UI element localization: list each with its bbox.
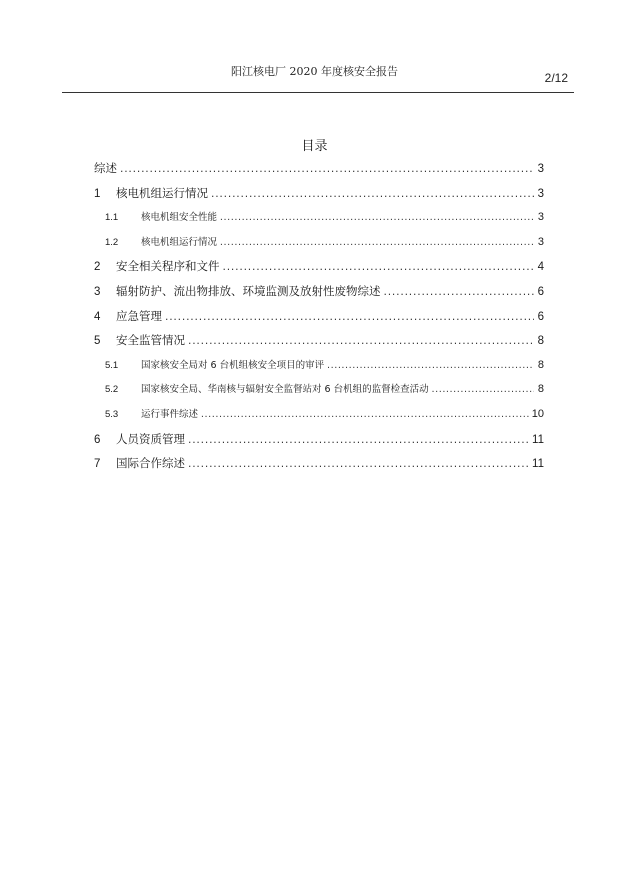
toc-entry-number: 5.2: [105, 384, 119, 396]
toc-entry-label: 安全监管情况: [116, 333, 185, 348]
toc-entry-label: 应急管理: [116, 308, 162, 323]
toc-entry-number: 6: [94, 433, 101, 446]
toc-entry-5-3[interactable]: [94, 402, 544, 427]
toc-entry-label: 国家核安全局、华南核与辐射安全监督站对 6 台机组的监督检查活动: [141, 384, 429, 396]
toc-entry-number: 1.1: [105, 212, 119, 224]
toc-dot-leader: [119, 158, 534, 183]
toc-entry-label: 核电机组运行情况: [116, 185, 208, 200]
page-number: 2/12: [544, 71, 568, 85]
toc-entry-label: 综述: [94, 161, 117, 175]
toc-entry-6[interactable]: [94, 427, 544, 452]
toc-entry-5-1[interactable]: [94, 353, 544, 378]
toc-entry-page: 4: [537, 261, 544, 274]
toc-entry-label: 国际合作综述: [116, 456, 185, 471]
toc-entry-label: 辐射防护、流出物排放、环境监测及放射性废物综述: [116, 283, 381, 298]
toc-entry-7[interactable]: [94, 451, 544, 476]
toc-entry-label: 国家核安全局对 6 台机组核安全项目的审评: [141, 359, 325, 371]
toc-entry-overview[interactable]: [94, 156, 544, 181]
toc-entry-1-1[interactable]: [94, 205, 544, 230]
toc-entry-number: 1.2: [105, 236, 119, 248]
toc-dot-leader: [219, 231, 534, 256]
toc-entry-page: 6: [537, 310, 544, 323]
toc-entry-number: 5.1: [105, 359, 119, 371]
toc-entry-number: 4: [94, 310, 101, 323]
toc-entry-page: 3: [537, 211, 544, 224]
toc-dot-leader: [431, 378, 534, 403]
toc-entry-4[interactable]: [94, 304, 544, 329]
toc-entry-page: 11: [532, 458, 544, 471]
toc-dot-leader: [222, 256, 535, 281]
toc-entry-number: 1: [94, 187, 101, 200]
toc-entry-5[interactable]: [94, 328, 544, 353]
toc-dot-leader: [210, 183, 534, 208]
toc-entry-1-2[interactable]: [94, 230, 544, 255]
toc-entry-1[interactable]: [94, 181, 544, 206]
toc-entry-page: 8: [537, 358, 544, 371]
toc-entry-3[interactable]: [94, 279, 544, 304]
toc-entry-number: 3: [94, 285, 101, 298]
toc-dot-leader: [383, 281, 535, 306]
toc-entry-2[interactable]: [94, 254, 544, 279]
toc-entry-page: 10: [531, 407, 544, 420]
toc-entry-number: 2: [94, 261, 101, 274]
toc-dot-leader: [187, 429, 530, 454]
toc-dot-leader: [219, 206, 534, 231]
toc-title: 目录: [301, 139, 328, 154]
toc-dot-leader: [187, 453, 530, 478]
toc-dot-leader: [164, 306, 534, 331]
toc-entry-page: 11: [532, 433, 544, 446]
toc-entry-page: 8: [537, 335, 544, 348]
toc-entry-label: 安全相关程序和文件: [116, 259, 220, 274]
toc-entry-page: 3: [537, 235, 544, 248]
toc-dot-leader: [200, 403, 530, 428]
toc-entry-page: 8: [537, 383, 544, 396]
toc-entry-page: 6: [537, 285, 544, 298]
toc-entry-5-2[interactable]: [94, 377, 544, 402]
table-of-contents: [94, 156, 544, 476]
toc-entry-label: 核电机组运行情况: [141, 236, 218, 248]
toc-entry-page: 3: [537, 163, 544, 175]
toc-entry-number: 5: [94, 335, 101, 348]
toc-entry-label: 人员资质管理: [116, 431, 185, 446]
toc-entry-label: 运行事件综述: [141, 408, 199, 420]
toc-entry-label: 核电机组安全性能: [141, 212, 218, 224]
toc-dot-leader: [326, 354, 534, 379]
document-header-title: 阳江核电厂 2020 年度核安全报告: [231, 65, 398, 78]
header-divider: [62, 92, 574, 93]
toc-entry-page: 3: [537, 187, 544, 200]
toc-entry-number: 7: [94, 458, 101, 471]
toc-dot-leader: [187, 330, 534, 355]
toc-entry-number: 5.3: [105, 408, 119, 420]
